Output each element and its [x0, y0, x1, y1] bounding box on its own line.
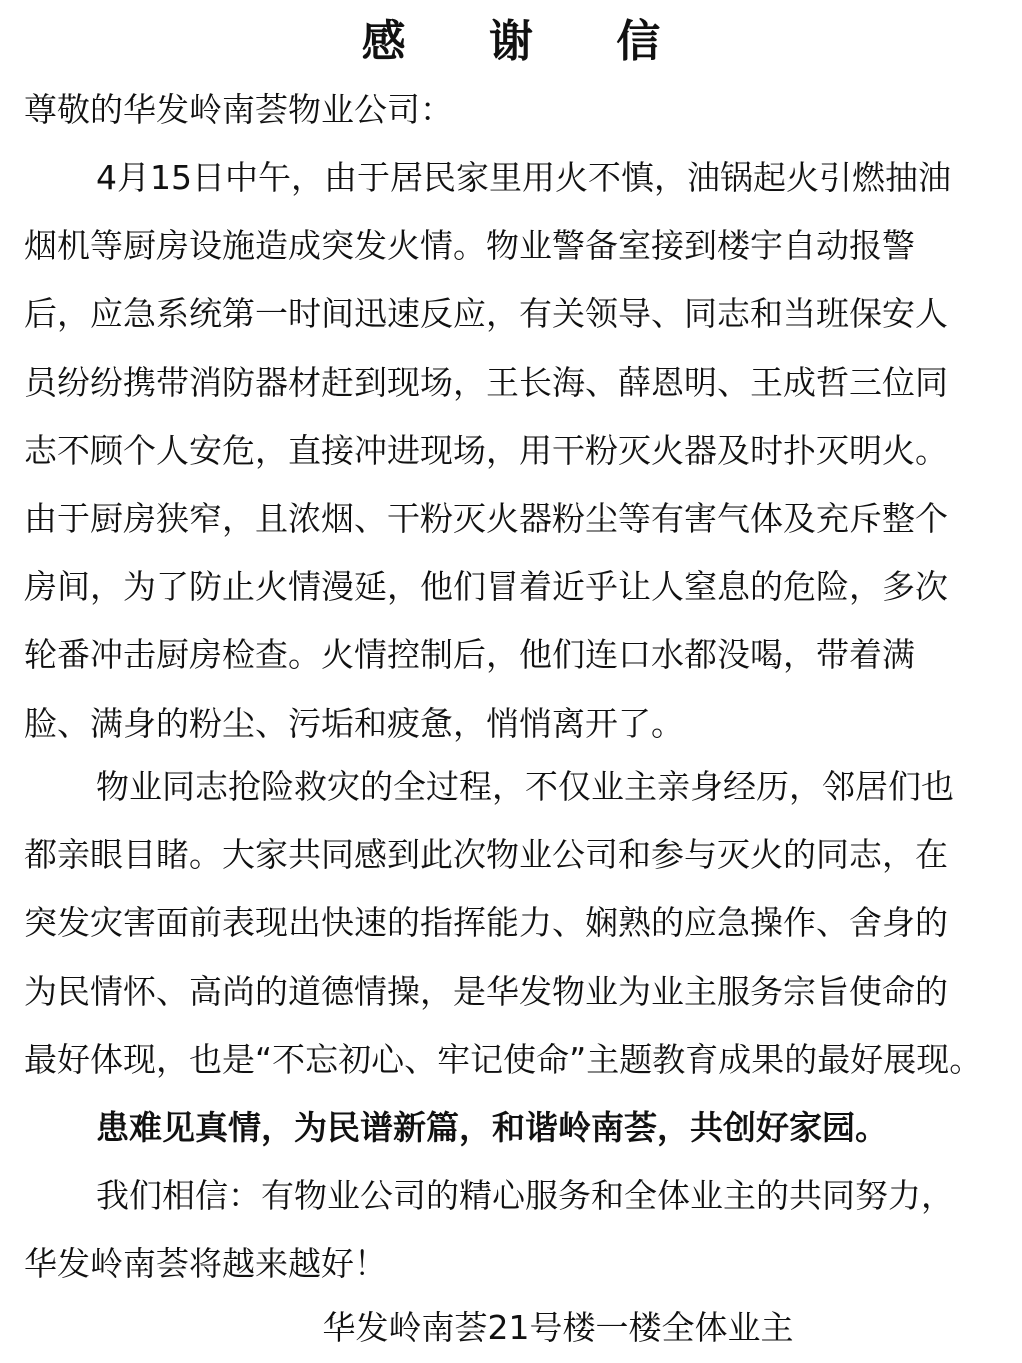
- paragraph-4: [24, 1162, 999, 1298]
- paragraph-2: [24, 753, 999, 1094]
- paragraph-1-line: 4月15日中午，由于居民家里用火不慎，油锅起火引燃抽油: [96, 158, 951, 197]
- slogan-paragraph: [24, 1094, 999, 1162]
- paragraph-1-line: 后，应急系统第一时间迅速反应，有关领导、同志和当班保安人: [24, 294, 948, 334]
- paragraph-2-line: 都亲眼目睹。大家共同感到此次物业公司和参与灭火的同志，在: [24, 835, 948, 875]
- paragraph-1-line: 轮番冲击厨房检查。火情控制后，他们连口水都没喝，带着满: [24, 635, 915, 675]
- paragraph-2-line: 最好体现，也是“不忘初心、牢记使命”主题教育成果的最好展现。: [24, 1039, 983, 1079]
- paragraph-1-line: 房间，为了防止火情漫延，他们冒着近乎让人窒息的危险，多次: [24, 567, 948, 607]
- letter-salutation: 尊敬的华发岭南荟物业公司：: [24, 90, 453, 129]
- paragraph-1-line: 员纷纷携带消防器材赶到现场，王长海、薛恩明、王成哲三位同: [24, 362, 948, 402]
- slogan-text: 患难见真情，为民谱新篇，和谐岭南荟，共创好家园。: [96, 1108, 888, 1147]
- paragraph-1-line: 烟机等厨房设施造成突发火情。物业警备室接到楼宇自动报警: [24, 226, 915, 266]
- paragraph-2-line: 为民情怀、高尚的道德情操，是华发物业为业主服务宗旨使命的: [24, 971, 948, 1011]
- paragraph-2-line: 突发灾害面前表现出快速的指挥能力、娴熟的应急操作、舍身的: [24, 903, 948, 943]
- paragraph-4-line: 华发岭南荟将越来越好！: [24, 1244, 387, 1284]
- paragraph-1-line: 由于厨房狭窄，且浓烟、干粉灭火器粉尘等有害气体及充斥整个: [24, 499, 948, 539]
- paragraph-1-line: 志不顾个人安危，直接冲进现场，用干粉灭火器及时扑灭明火。: [24, 430, 948, 470]
- paragraph-2-line: 物业同志抢险救灾的全过程，不仅业主亲身经历，邻居们也: [96, 767, 954, 806]
- paragraph-1-line: 脸、满身的粉尘、污垢和疲惫，悄悄离开了。: [24, 703, 684, 743]
- letter-signature: 华发岭南荟21号楼一楼全体业主: [322, 1308, 794, 1347]
- paragraph-1: [24, 144, 999, 758]
- paragraph-4-line: 我们相信：有物业公司的精心服务和全体业主的共同努力，: [96, 1176, 954, 1215]
- letter-title: 感 谢 信: [361, 16, 695, 67]
